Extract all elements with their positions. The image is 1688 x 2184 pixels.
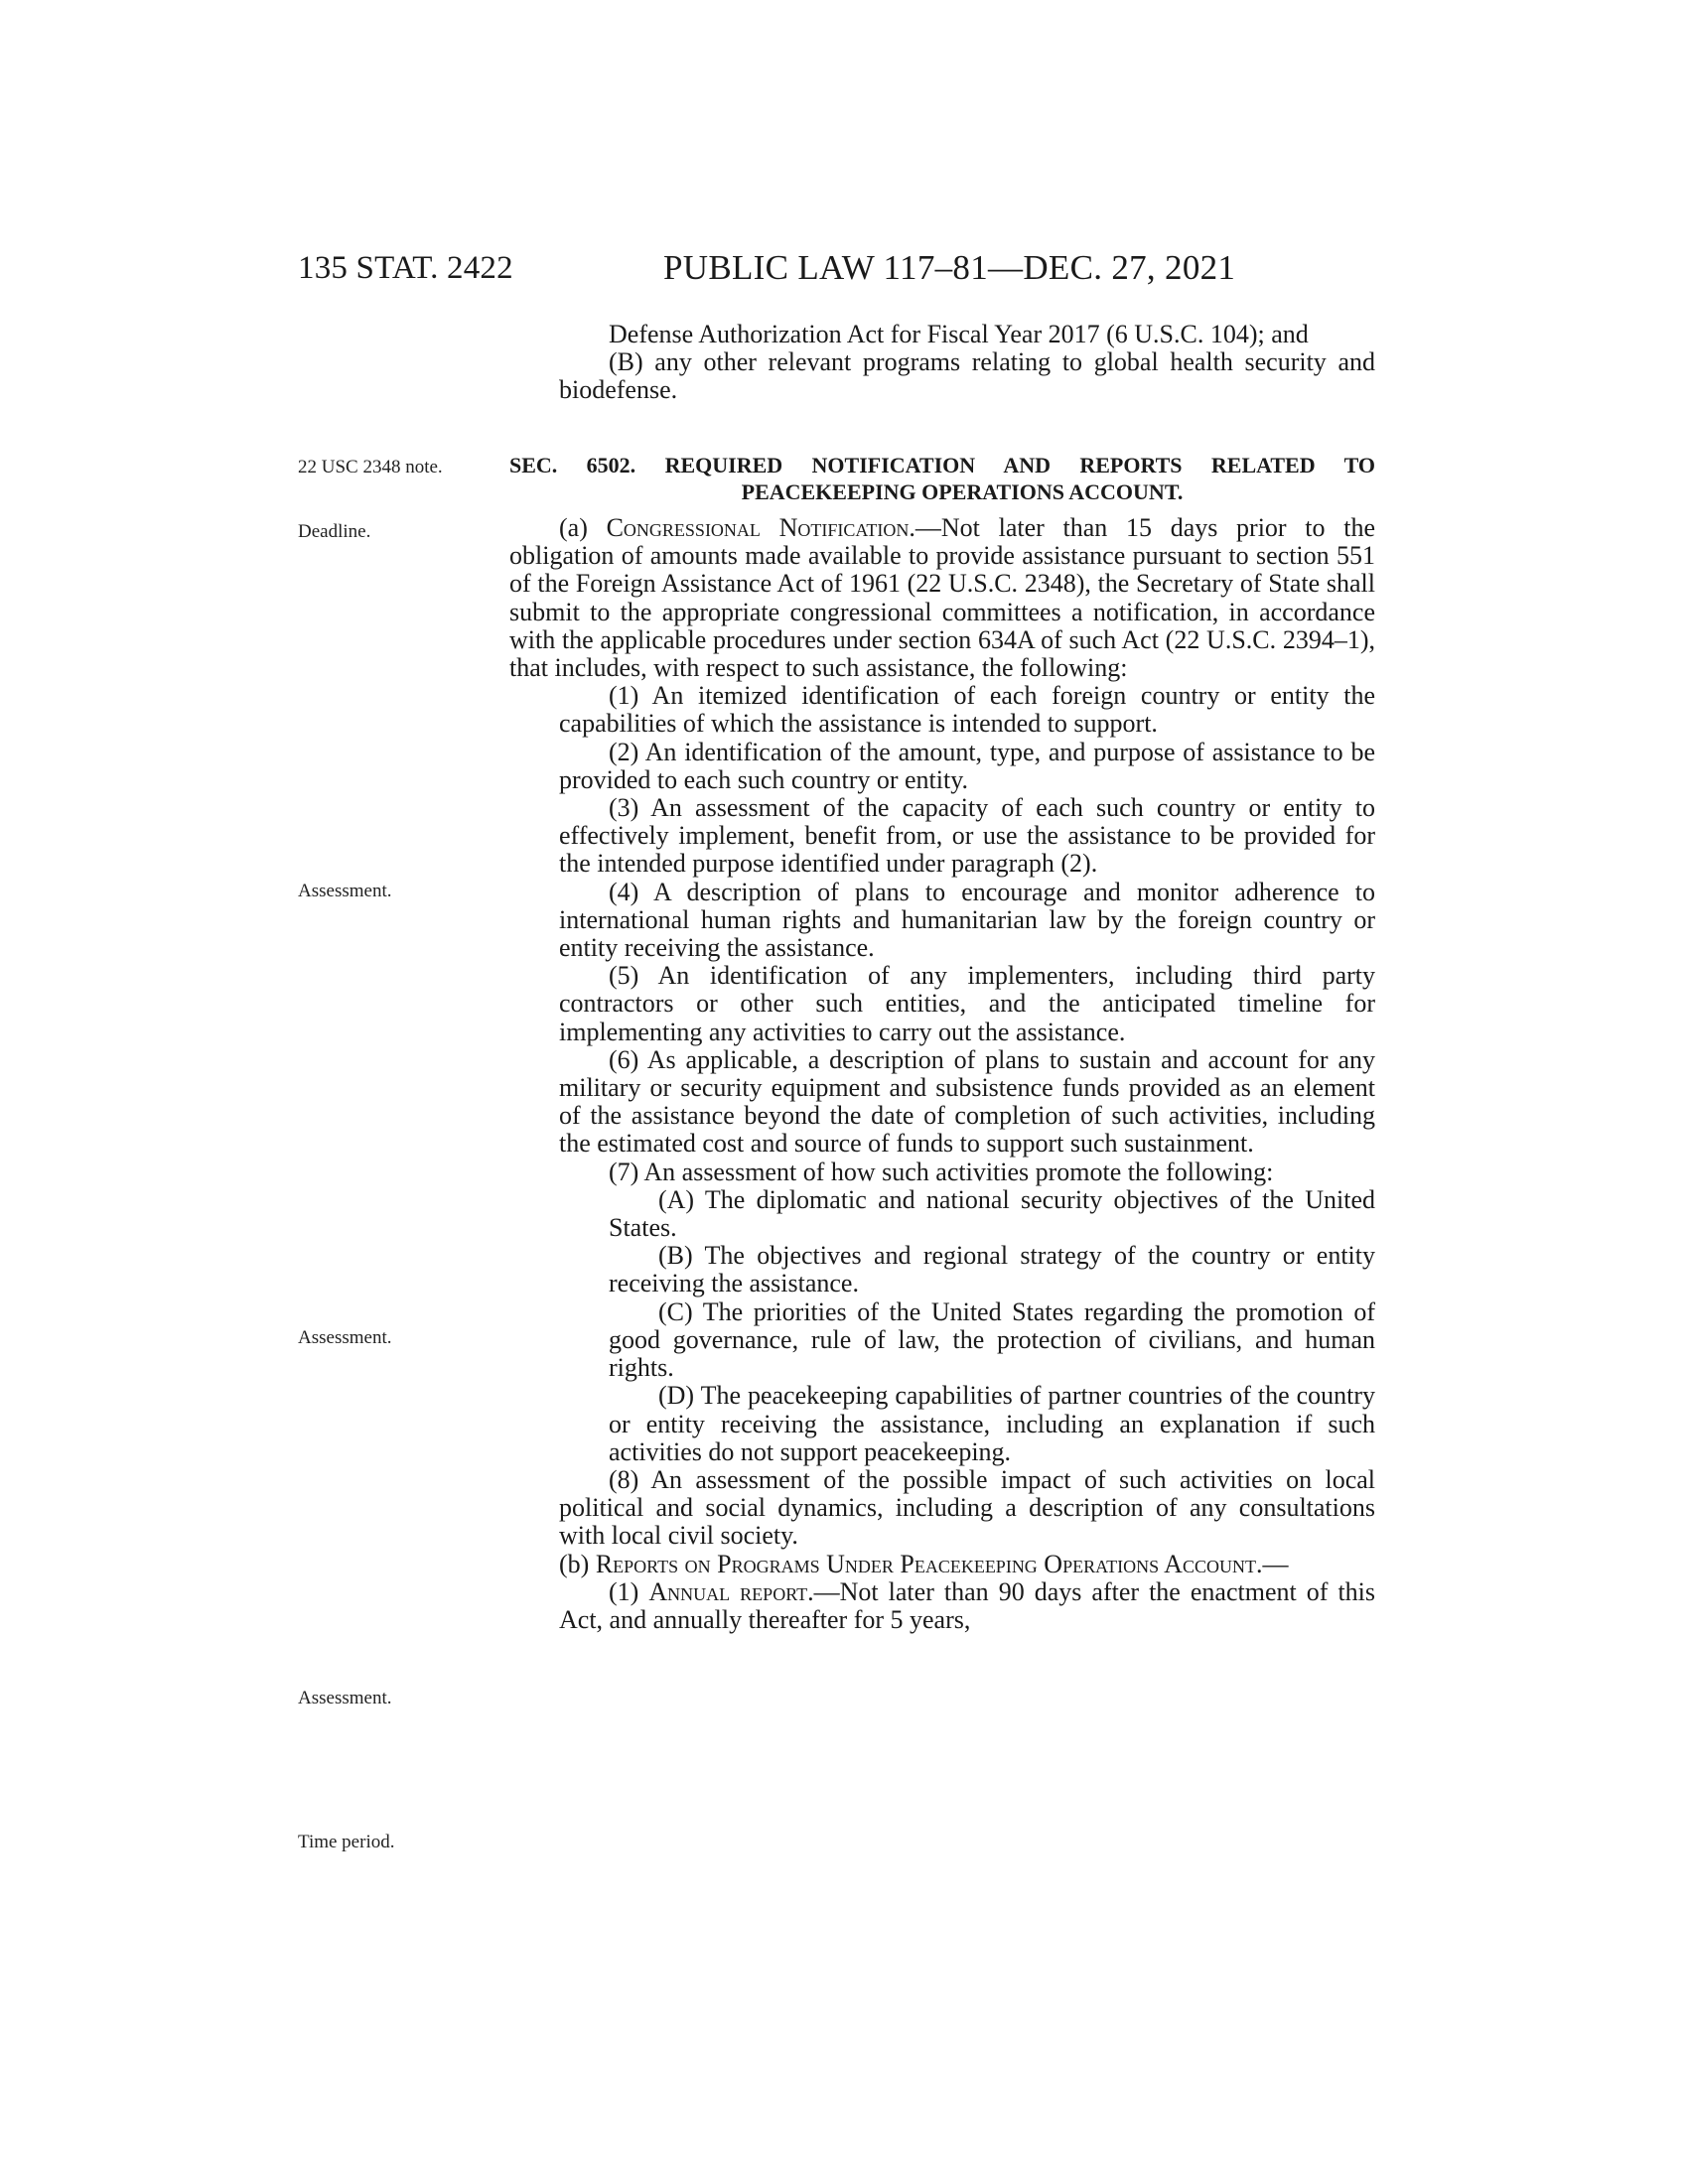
section-heading [509, 452, 1375, 505]
margin-note-deadline: Deadline. [298, 521, 371, 542]
subsection-b-caption: Reports on Programs Under Peacekeeping Operations Account [595, 1549, 1256, 1578]
section-body [509, 514, 1375, 1634]
paragraph-b1-caption: Annual report [648, 1576, 808, 1606]
carryover-text [509, 321, 1375, 405]
subsection-a-label: (a) [559, 513, 588, 542]
paragraph-b1-text: .—Not later than 90 days after the enactment of this Act, and annually thereafter for 5 years, [559, 1576, 1376, 1634]
paragraph-4: (4) A description of plans to encourage and monitor adherence to international human rights and humanitarian law by the foreign country or entity receiving the assistance. [559, 877, 1375, 963]
section-heading-line2: PEACEKEEPING OPERATIONS ACCOUNT. [741, 479, 1184, 504]
paragraph-7: (7) An assessment of how such activities promote the following: [609, 1157, 1274, 1186]
paragraph-2: (2) An identification of the amount, type, and purpose of assistance to be provided to each such country or entity. [559, 737, 1375, 794]
paragraph-b1-label: (1) [609, 1576, 639, 1606]
subsection-b-label: (b) [559, 1549, 590, 1578]
paragraph-5: (5) An identification of any implementers, including third party contractors or other such entities, and the anticipated timeline for implementing any activities to carry out the assistance. [559, 961, 1375, 1046]
paragraph-1: (1) An itemized identification of each foreign country or entity the capabilities of which the assistance is intended to support. [559, 681, 1375, 739]
subsection-a [509, 514, 1375, 682]
statute-page-number: 135 STAT. 2422 [298, 250, 513, 286]
margin-note-assessment: Assessment. [298, 881, 392, 901]
subparagraph-7d: (D) The peacekeeping capabilities of partner countries of the country or entity receiving the assistance, including an explanation if such activities do not support peacekeeping. [609, 1381, 1375, 1466]
paragraph-b1 [509, 1578, 1375, 1634]
subparagraph-7a: (A) The diplomatic and national security objectives of the United States. [609, 1184, 1375, 1243]
margin-note-time-period: Time period. [298, 1832, 395, 1852]
carryover-line: Defense Authorization Act for Fiscal Year 2017 (6 U.S.C. 104); and [609, 320, 1309, 348]
margin-note-assessment: Assessment. [298, 1327, 392, 1348]
paragraph-3: (3) An assessment of the capacity of each such country or entity to effectively implement, benefit from, or use the assistance to be provided for the intended purpose identified under paragraph (2). [559, 793, 1375, 879]
paragraph-8: (8) An assessment of the possible impact of such activities on local political and social dynamics, including a description of any consultations with local civil society. [559, 1464, 1375, 1551]
margin-note-assessment: Assessment. [298, 1688, 392, 1708]
section-heading-line1: SEC. 6502. REQUIRED NOTIFICATION AND REPORTS RELATED TO [509, 453, 1375, 478]
subparagraph-7b: (B) The objectives and regional strategy of the country or entity receiving the assistance. [609, 1241, 1375, 1298]
subparagraph-7c: (C) The priorities of the United States regarding the promotion of good governance, rule of law, the protection of civilians, and human rights. [609, 1297, 1375, 1383]
running-header: PUBLIC LAW 117–81—DEC. 27, 2021 [663, 248, 1236, 287]
paragraph-6: (6) As applicable, a description of plans to sustain and account for any military or security equipment and subsistence funds provided as an element of the assistance beyond the date of completion of such activities, including the estimated cost and source of funds to support such sustainment. [559, 1044, 1375, 1159]
margin-note-usc: 22 USC 2348 note. [298, 457, 443, 478]
subsection-b [509, 1551, 1375, 1578]
subsection-b-dash: .— [1255, 1549, 1289, 1578]
item-b: (B) any other relevant programs relating to global health security and biodefense. [559, 347, 1375, 405]
subsection-a-caption: Congressional Notification [606, 513, 910, 542]
subsection-a-text: .—Not later than 15 days prior to the obligation of amounts made available to provide assistance pursuant to section 551 of the Foreign Assistance Act of 1961 (22 U.S.C. 2348), the Secretary of State shall submit to the appropriate congressional committees a notification, in accordance with the applicable procedures under section 634A of such Act (22 U.S.C. 2394–1), that includes, with respect to such assistance, the following: [509, 513, 1375, 683]
